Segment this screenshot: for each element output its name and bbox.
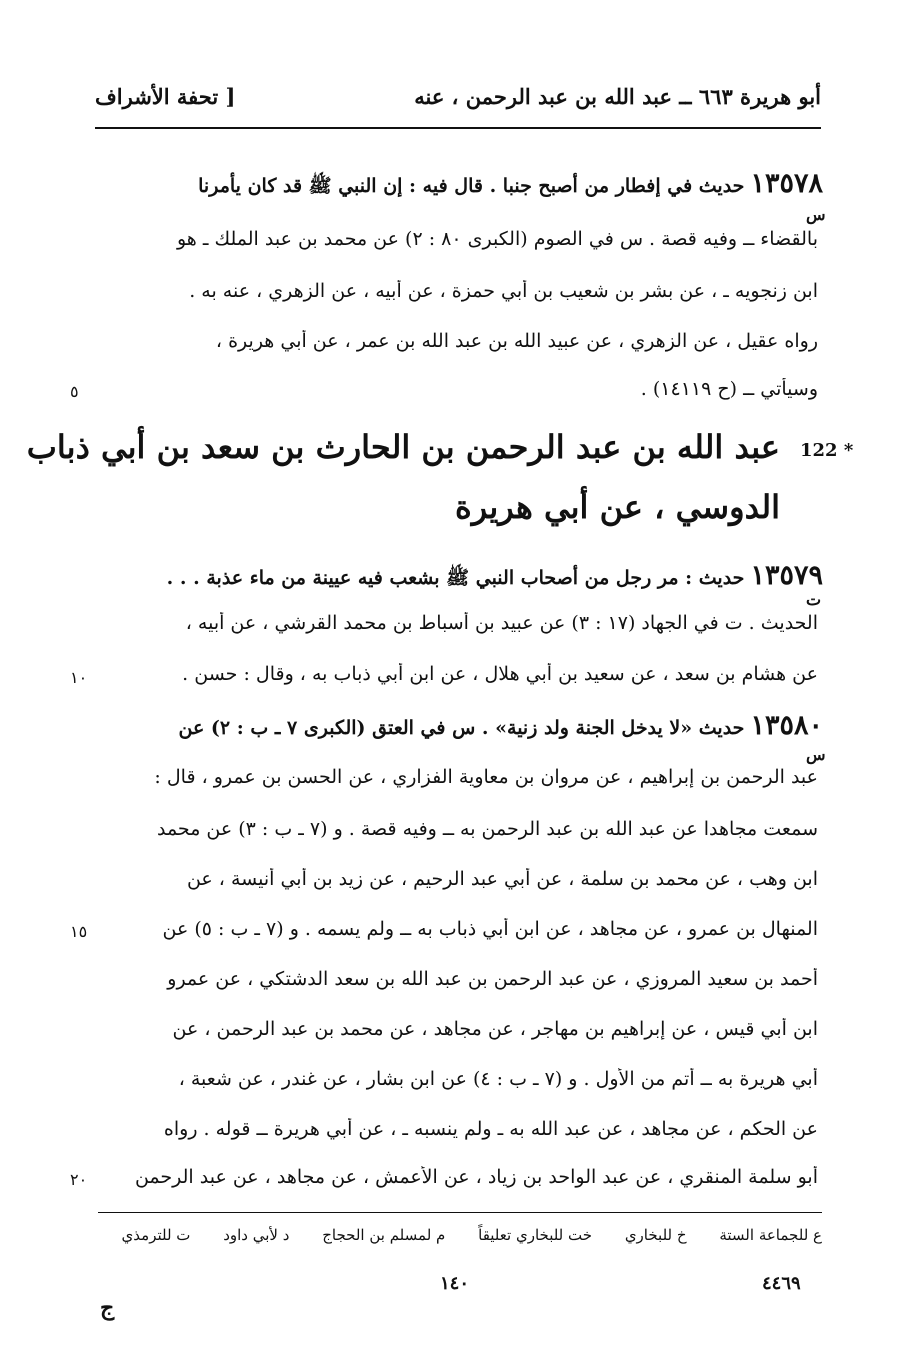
entry-13579-line-1 [93,560,823,594]
entry-text: حديث في إفطار من أصبح جنبا . قال فيه : إن النبي ﷺ قد كان يأمرنا [198,175,745,197]
entry-13579-line-3: عن هشام بن سعد ، عن سعيد بن أبي هلال ، عن ابن أبي ذباب به ، وقال : حسن . [182,663,818,685]
margin-line-number: ٥ [70,382,79,401]
entry-text: حديث «لا يدخل الجنة ولد زنية» . س في العتق (الكبرى ٧ ـ ب : ٢) عن [178,717,745,739]
footer-divider [98,1212,822,1213]
entry-13580-line-7: ابن أبي قيس ، عن إبراهيم بن مهاجر ، عن مجاهد ، عن محمد بن عبد الرحمن ، عن [172,1018,818,1040]
entry-13580-line-2: عبد الرحمن بن إبراهيم ، عن مروان بن معاوية الفزاري ، عن الحسن بن عمرو ، قال : [154,766,818,788]
entry-text: حديث : مر رجل من أصحاب النبي ﷺ بشعب فيه عيينة من ماء عذبة . . . [166,567,745,589]
entry-number: ١٣٥٧٩ [750,560,823,591]
entry-13579-code: ت [806,590,822,609]
entry-number: ١٣٥٧٨ [750,168,823,199]
header-divider [95,127,821,129]
section-heading-line-1: عبد الله بن عبد الرحمن بن الحارث بن سعد بن أبي ذباب [26,428,780,466]
entry-13578-code: س [806,205,826,224]
entry-number: ١٣٥٨٠ [750,710,823,741]
entry-13580-line-9: عن الحكم ، عن مجاهد ، عن عبد الله به ـ ولم ينسبه ـ ، عن أبي هريرة ــ قوله . رواه [163,1118,818,1140]
page-number: ١٤٠ [440,1273,470,1294]
entry-13580-line-6: أحمد بن سعيد المروزي ، عن عبد الرحمن بن عبد الله بن سعد الدشتكي ، عن عمرو [167,968,818,990]
volume-code: ٤٤٦٩ [762,1273,801,1294]
entry-13578-line-4: رواه عقيل ، عن الزهري ، عن عبيد الله بن عبد الله بن عمر ، عن أبي هريرة ، [215,330,818,352]
entry-13580-line-10: أبو سلمة المنقري ، عن عبد الواحد بن زياد ، عن الأعمش ، عن مجاهد ، عن عبد الرحمن [134,1166,818,1188]
margin-line-number: ١٠ [70,668,88,687]
section-number: 122 * [800,440,854,461]
entry-13578-line-5: وسيأتي ــ (ح ١٤١١٩) . [640,378,818,400]
entry-13580-code: س [806,745,826,764]
entry-13578-line-2: بالقضاء ــ وفيه قصة . س في الصوم (الكبرى ٨٠ : ٢) عن محمد بن عبد الملك ـ هو [176,228,818,250]
running-header [95,84,821,124]
entry-13580-line-4: ابن وهب ، عن محمد بن سلمة ، عن أبي عبد الرحيم ، عن زيد بن أبي أنيسة ، عن [186,868,818,890]
margin-line-number: ١٥ [70,922,88,941]
abbreviation: م لمسلم بن الحجاج [322,1226,446,1244]
abbreviation: ع للجماعة الستة [719,1226,822,1244]
entry-13578-line-1 [93,168,823,202]
entry-13579-line-2: الحديث . ت في الجهاد (١٧ : ٣) عن عبيد بن أسباط بن محمد القرشي ، عن أبيه ، [185,612,818,634]
entry-13580-line-5: المنهال بن عمرو ، عن مجاهد ، عن ابن أبي ذباب به ــ ولم يسمه . و (٧ ـ ب : ٥) عن [162,918,818,940]
abbreviation: ت للترمذي [121,1226,191,1244]
header-book-title: [ تحفة الأشراف [95,84,236,109]
entry-13580-line-3: سمعت مجاهدا عن عبد الله بن عبد الرحمن به ــ وفيه قصة . و (٧ ـ ب : ٣) عن محمد [156,818,818,840]
margin-line-number: ٢٠ [70,1170,88,1189]
abbreviation-key [92,1226,822,1244]
entry-13580-line-1 [93,710,823,741]
header-title: أبو هريرة ٦٦٣ ــ عبد الله بن عبد الرحمن ، عنه [414,84,821,109]
entry-13580-line-8: أبي هريرة به ــ أتم من الأول . و (٧ ـ ب : ٤) عن ابن بشار ، عن غندر ، عن شعبة ، [178,1068,818,1090]
abbreviation: خ للبخاري [624,1226,687,1244]
signature-mark: ج [100,1295,115,1321]
entry-13578-line-3: ابن زنجويه ـ ، عن بشر بن شعيب بن أبي حمزة ، عن أبيه ، عن الزهري ، عنه به . [189,280,818,302]
abbreviation: خت للبخاري تعليقاً [478,1226,593,1244]
abbreviation: د لأبي داود [223,1226,290,1244]
section-heading-line-2: الدوسي ، عن أبي هريرة [454,488,780,526]
